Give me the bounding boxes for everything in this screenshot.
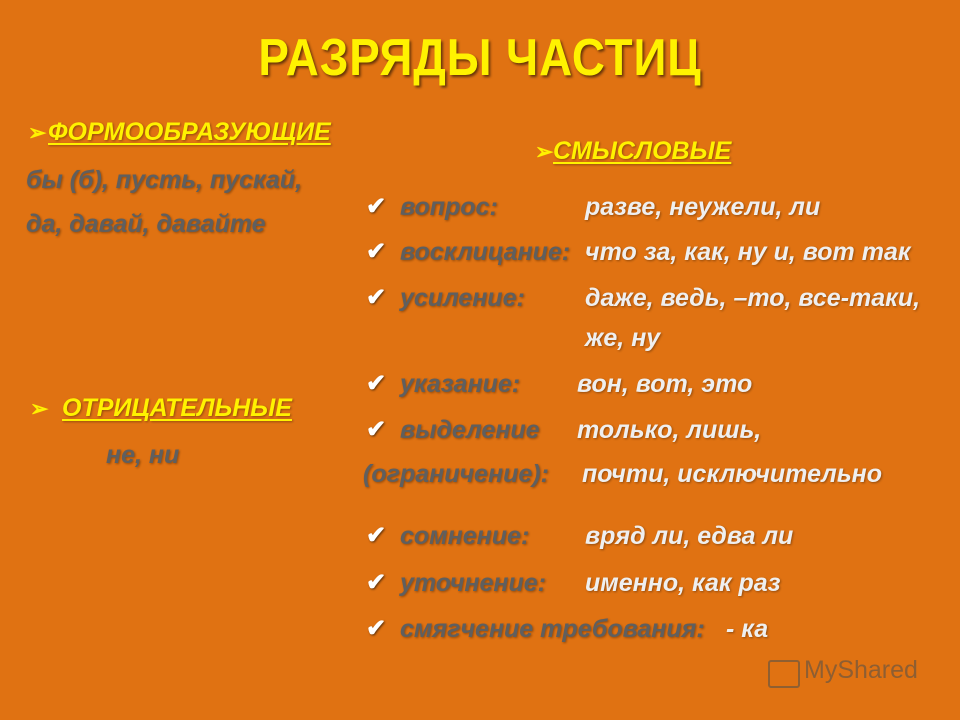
negative-heading: ОТРИЦАТЕЛЬНЫЕ — [62, 394, 292, 422]
item-value-question: разве, неужели, ли — [585, 193, 821, 221]
item-label-question: вопрос: — [400, 193, 498, 221]
semantic-heading: СМЫСЛОВЫЕ — [553, 137, 732, 165]
arrow-bullet-icon: ➢ — [30, 396, 49, 421]
item-value-soften: - ка — [726, 615, 769, 643]
item-value-intensify: даже, ведь, –то, все-таки, — [585, 284, 921, 312]
item-value-restriction: почти, исключительно — [582, 460, 883, 488]
watermark-text: MyShared — [804, 656, 918, 684]
negative-line-1: не, ни — [106, 441, 180, 469]
item-label-pointing: указание: — [400, 370, 521, 398]
item-value-pointing: вон, вот, это — [577, 370, 753, 398]
item-value-intensify-cont: же, ну — [585, 324, 661, 352]
item-label-exclamation: восклицание: — [400, 238, 571, 266]
item-value-clarify: именно, как раз — [585, 569, 781, 597]
item-label-doubt: сомнение: — [400, 522, 530, 550]
arrow-bullet-icon: ➢ — [28, 120, 47, 145]
arrow-bullet-icon: ➢ — [535, 139, 554, 164]
item-label-clarify: уточнение: — [400, 569, 547, 597]
checkmark-icon: ✔ — [366, 522, 387, 549]
checkmark-icon: ✔ — [366, 370, 387, 397]
myshared-logo-icon — [768, 660, 800, 688]
checkmark-icon: ✔ — [366, 284, 387, 311]
checkmark-icon: ✔ — [366, 615, 387, 642]
item-value-doubt: вряд ли, едва ли — [585, 522, 794, 550]
item-value-exclamation: что за, как, ну и, вот так — [585, 238, 911, 266]
formative-line-1: бы (б), пусть, пускай, — [26, 166, 303, 194]
checkmark-icon: ✔ — [366, 569, 387, 596]
item-label-intensify: усиление: — [400, 284, 525, 312]
item-label-highlight: выделение — [400, 416, 540, 444]
formative-heading: ФОРМООБРАЗУЮЩИЕ — [48, 118, 331, 146]
checkmark-icon: ✔ — [366, 238, 387, 265]
slide-title: РАЗРЯДЫ ЧАСТИЦ — [258, 29, 702, 87]
item-label-restriction: (ограничение): — [363, 460, 549, 488]
formative-line-2: да, давай, давайте — [26, 210, 266, 238]
item-value-highlight: только, лишь, — [577, 416, 762, 444]
checkmark-icon: ✔ — [366, 193, 387, 220]
item-label-soften: смягчение требования: — [400, 615, 705, 643]
checkmark-icon: ✔ — [366, 416, 387, 443]
